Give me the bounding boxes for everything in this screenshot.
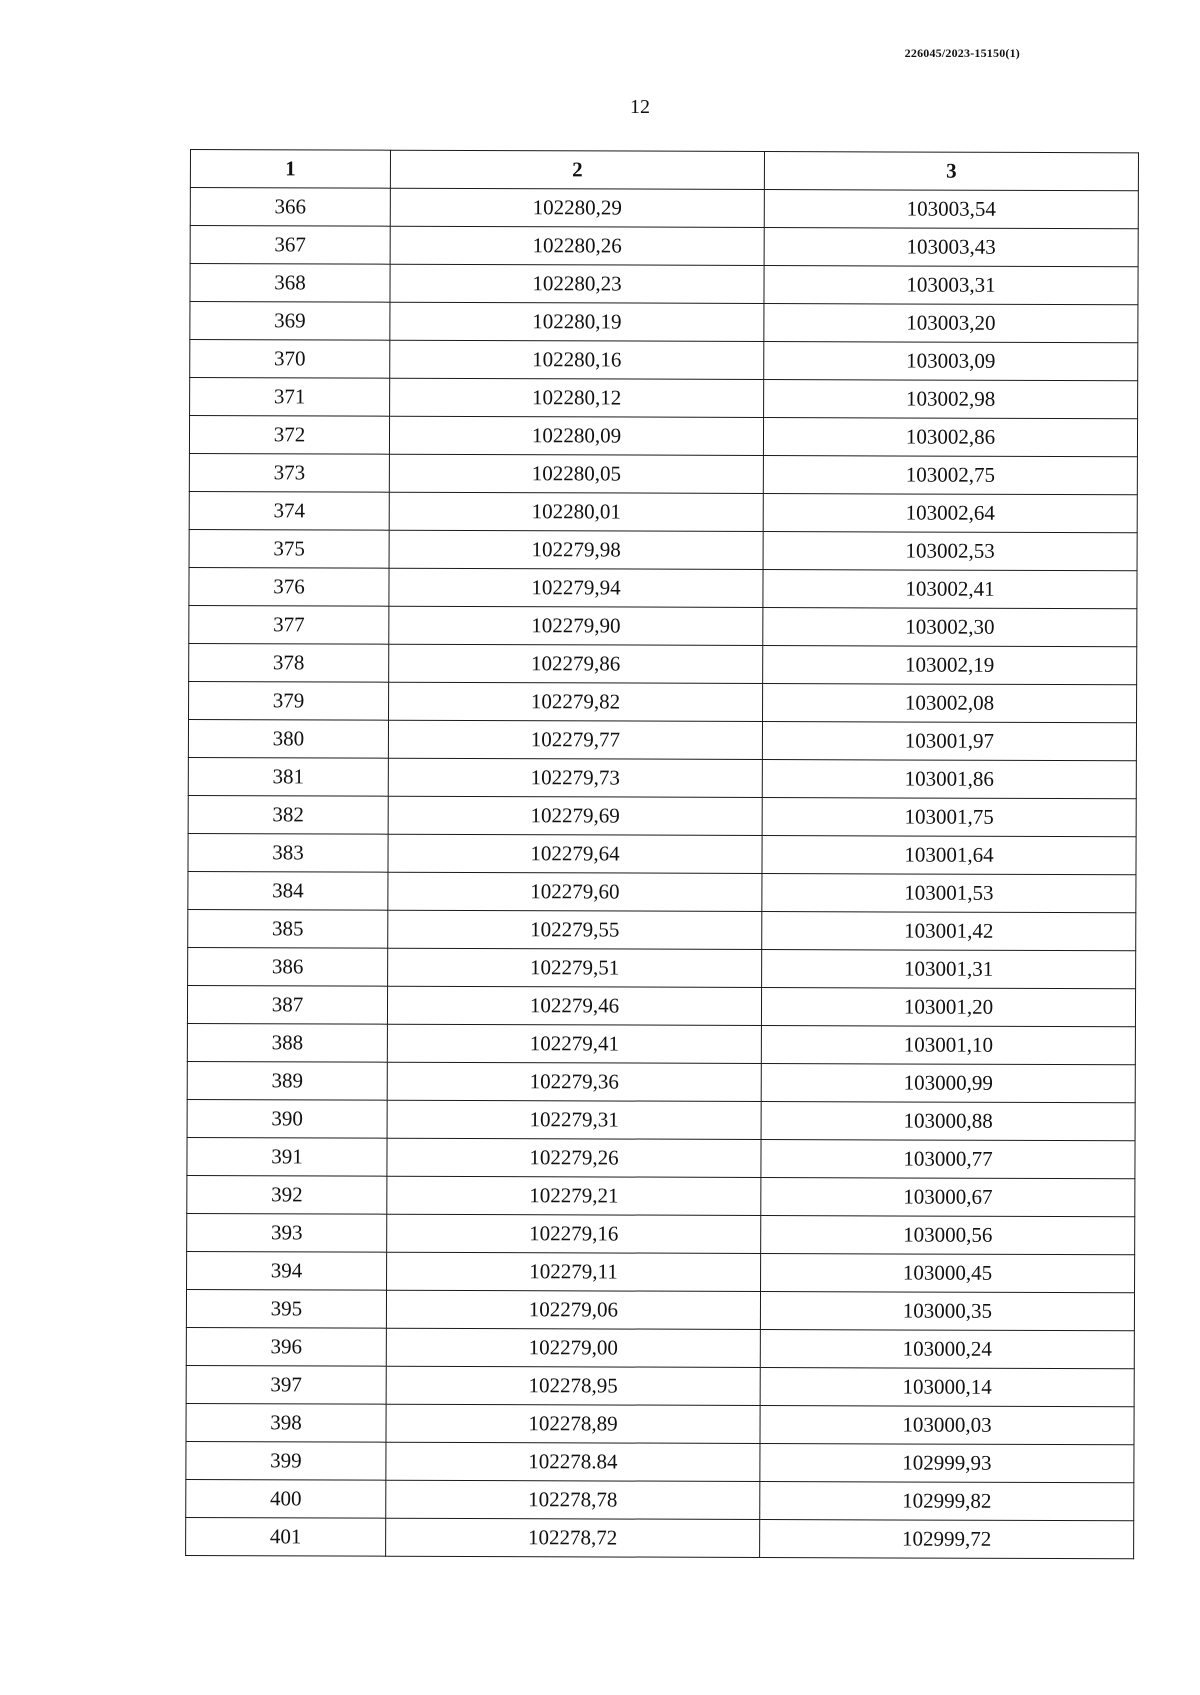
y-coordinate-cell: 102999,82 <box>760 1481 1134 1520</box>
table-row <box>187 1023 1135 1064</box>
point-number-cell: 366 <box>190 188 390 227</box>
y-coordinate-cell: 103000,56 <box>761 1215 1135 1254</box>
point-number-cell: 381 <box>188 757 388 796</box>
point-number-cell: 388 <box>187 1023 387 1062</box>
x-coordinate-cell: 102280,01 <box>389 492 763 531</box>
y-coordinate-cell: 103000,45 <box>761 1253 1135 1292</box>
point-number-cell: 391 <box>187 1137 387 1176</box>
point-number-cell: 386 <box>188 947 388 986</box>
column-header-3: 3 <box>764 152 1138 191</box>
table-row <box>188 871 1136 912</box>
x-coordinate-cell: 102279,55 <box>388 910 762 949</box>
point-number-cell: 377 <box>189 605 389 644</box>
table-row <box>189 681 1137 722</box>
y-coordinate-cell: 103002,41 <box>763 570 1137 609</box>
point-number-cell: 398 <box>186 1403 386 1442</box>
point-number-cell: 375 <box>189 529 389 568</box>
y-coordinate-cell: 103001,97 <box>762 722 1136 761</box>
table-row <box>190 226 1138 267</box>
table-row <box>190 264 1138 305</box>
point-number-cell: 392 <box>187 1175 387 1214</box>
x-coordinate-cell: 102279,11 <box>387 1252 761 1291</box>
x-coordinate-cell: 102279,00 <box>386 1328 760 1367</box>
point-number-cell: 369 <box>190 302 390 341</box>
y-coordinate-cell: 103000,67 <box>761 1177 1135 1216</box>
y-coordinate-cell: 103001,53 <box>762 874 1136 913</box>
x-coordinate-cell: 102279,21 <box>387 1176 761 1215</box>
point-number-cell: 385 <box>188 909 388 948</box>
x-coordinate-cell: 102279,36 <box>387 1062 761 1101</box>
point-number-cell: 395 <box>186 1289 386 1328</box>
table-row <box>187 1137 1135 1178</box>
x-coordinate-cell: 102280,12 <box>390 378 764 417</box>
y-coordinate-cell: 103003,43 <box>764 228 1138 267</box>
page-number: 12 <box>630 96 650 118</box>
table-row <box>190 378 1138 419</box>
table-row <box>186 1517 1134 1558</box>
table-row <box>186 1289 1134 1330</box>
table-row <box>187 1213 1135 1254</box>
point-number-cell: 399 <box>186 1441 386 1480</box>
y-coordinate-cell: 103000,03 <box>760 1405 1134 1444</box>
point-number-cell: 397 <box>186 1365 386 1404</box>
table-row <box>189 605 1137 646</box>
table-row <box>189 643 1137 684</box>
point-number-cell: 393 <box>187 1213 387 1252</box>
table-row <box>186 1479 1134 1520</box>
y-coordinate-cell: 103003,54 <box>764 190 1138 229</box>
column-header-1: 1 <box>190 150 390 189</box>
table-row <box>187 985 1135 1026</box>
x-coordinate-cell: 102279,73 <box>388 758 762 797</box>
table-row <box>186 1441 1134 1482</box>
table-row <box>188 757 1136 798</box>
x-coordinate-cell: 102280,26 <box>390 226 764 265</box>
x-coordinate-cell: 102280,16 <box>390 340 764 379</box>
table-row <box>187 1099 1135 1140</box>
x-coordinate-cell: 102278,89 <box>386 1404 760 1443</box>
coordinates-table <box>185 149 1139 1559</box>
table-row <box>190 340 1138 381</box>
x-coordinate-cell: 102279,46 <box>387 986 761 1025</box>
point-number-cell: 384 <box>188 871 388 910</box>
x-coordinate-cell: 102278.84 <box>386 1442 760 1481</box>
x-coordinate-cell: 102280,09 <box>389 416 763 455</box>
y-coordinate-cell: 103002,30 <box>763 608 1137 647</box>
point-number-cell: 374 <box>189 491 389 530</box>
y-coordinate-cell: 102999,93 <box>760 1443 1134 1482</box>
point-number-cell: 390 <box>187 1099 387 1138</box>
x-coordinate-cell: 102279,31 <box>387 1100 761 1139</box>
x-coordinate-cell: 102280,05 <box>389 454 763 493</box>
table-row <box>188 833 1136 874</box>
table-row <box>187 1061 1135 1102</box>
table-row <box>188 719 1136 760</box>
table-row <box>188 909 1136 950</box>
x-coordinate-cell: 102279,86 <box>389 644 763 683</box>
table-row <box>189 567 1137 608</box>
y-coordinate-cell: 103000,77 <box>761 1139 1135 1178</box>
table-body <box>186 188 1139 1559</box>
x-coordinate-cell: 102279,26 <box>387 1138 761 1177</box>
y-coordinate-cell: 103003,09 <box>764 342 1138 381</box>
y-coordinate-cell: 103002,08 <box>763 684 1137 723</box>
point-number-cell: 376 <box>189 567 389 606</box>
x-coordinate-cell: 102279,64 <box>388 834 762 873</box>
table-row <box>186 1365 1134 1406</box>
table-row <box>189 529 1137 570</box>
x-coordinate-cell: 102279,06 <box>386 1290 760 1329</box>
point-number-cell: 372 <box>189 416 389 455</box>
x-coordinate-cell: 102278,72 <box>386 1518 760 1557</box>
point-number-cell: 394 <box>187 1251 387 1290</box>
y-coordinate-cell: 102999,72 <box>760 1519 1134 1558</box>
table-row <box>189 491 1137 532</box>
y-coordinate-cell: 103002,64 <box>763 494 1137 533</box>
x-coordinate-cell: 102278,95 <box>386 1366 760 1405</box>
table-row <box>186 1327 1134 1368</box>
point-number-cell: 373 <box>189 453 389 492</box>
x-coordinate-cell: 102279,51 <box>388 948 762 987</box>
y-coordinate-cell: 103002,86 <box>763 418 1137 457</box>
y-coordinate-cell: 103000,99 <box>761 1063 1135 1102</box>
x-coordinate-cell: 102279,41 <box>387 1024 761 1063</box>
point-number-cell: 396 <box>186 1327 386 1366</box>
x-coordinate-cell: 102279,90 <box>389 606 763 645</box>
table-header-row <box>190 150 1138 191</box>
y-coordinate-cell: 103000,88 <box>761 1101 1135 1140</box>
table-row <box>189 453 1137 494</box>
table-row <box>187 1251 1135 1292</box>
table-row <box>188 795 1136 836</box>
x-coordinate-cell: 102279,98 <box>389 530 763 569</box>
y-coordinate-cell: 103002,19 <box>763 646 1137 685</box>
point-number-cell: 378 <box>189 643 389 682</box>
point-number-cell: 401 <box>186 1517 386 1556</box>
point-number-cell: 379 <box>189 681 389 720</box>
point-number-cell: 370 <box>190 340 390 379</box>
x-coordinate-cell: 102279,60 <box>388 872 762 911</box>
y-coordinate-cell: 103001,31 <box>762 950 1136 989</box>
document-reference-number: 226045/2023-15150(1) <box>904 46 1020 60</box>
y-coordinate-cell: 103001,20 <box>761 988 1135 1027</box>
x-coordinate-cell: 102278,78 <box>386 1480 760 1519</box>
y-coordinate-cell: 103002,53 <box>763 532 1137 571</box>
y-coordinate-cell: 103001,75 <box>762 798 1136 837</box>
y-coordinate-cell: 103001,42 <box>762 912 1136 951</box>
point-number-cell: 387 <box>187 985 387 1024</box>
point-number-cell: 380 <box>188 719 388 758</box>
x-coordinate-cell: 102280,29 <box>390 188 764 227</box>
x-coordinate-cell: 102279,16 <box>387 1214 761 1253</box>
table-row <box>190 188 1138 229</box>
table-row <box>189 416 1137 457</box>
y-coordinate-cell: 103000,35 <box>760 1291 1134 1330</box>
column-header-2: 2 <box>390 150 764 189</box>
point-number-cell: 382 <box>188 795 388 834</box>
x-coordinate-cell: 102279,69 <box>388 796 762 835</box>
y-coordinate-cell: 103001,64 <box>762 836 1136 875</box>
point-number-cell: 400 <box>186 1479 386 1518</box>
y-coordinate-cell: 103003,31 <box>764 266 1138 305</box>
point-number-cell: 368 <box>190 264 390 303</box>
y-coordinate-cell: 103001,86 <box>762 760 1136 799</box>
y-coordinate-cell: 103001,10 <box>761 1026 1135 1065</box>
x-coordinate-cell: 102280,19 <box>390 302 764 341</box>
table-row <box>188 947 1136 988</box>
y-coordinate-cell: 103002,75 <box>763 456 1137 495</box>
table-row <box>187 1175 1135 1216</box>
y-coordinate-cell: 103000,14 <box>760 1367 1134 1406</box>
x-coordinate-cell: 102279,94 <box>389 568 763 607</box>
table-row <box>190 302 1138 343</box>
y-coordinate-cell: 103003,20 <box>764 304 1138 343</box>
y-coordinate-cell: 103000,24 <box>760 1329 1134 1368</box>
x-coordinate-cell: 102280,23 <box>390 264 764 303</box>
table-row <box>186 1403 1134 1444</box>
point-number-cell: 389 <box>187 1061 387 1100</box>
point-number-cell: 383 <box>188 833 388 872</box>
point-number-cell: 367 <box>190 226 390 265</box>
x-coordinate-cell: 102279,77 <box>388 720 762 759</box>
point-number-cell: 371 <box>190 378 390 417</box>
x-coordinate-cell: 102279,82 <box>389 682 763 721</box>
y-coordinate-cell: 103002,98 <box>764 380 1138 419</box>
